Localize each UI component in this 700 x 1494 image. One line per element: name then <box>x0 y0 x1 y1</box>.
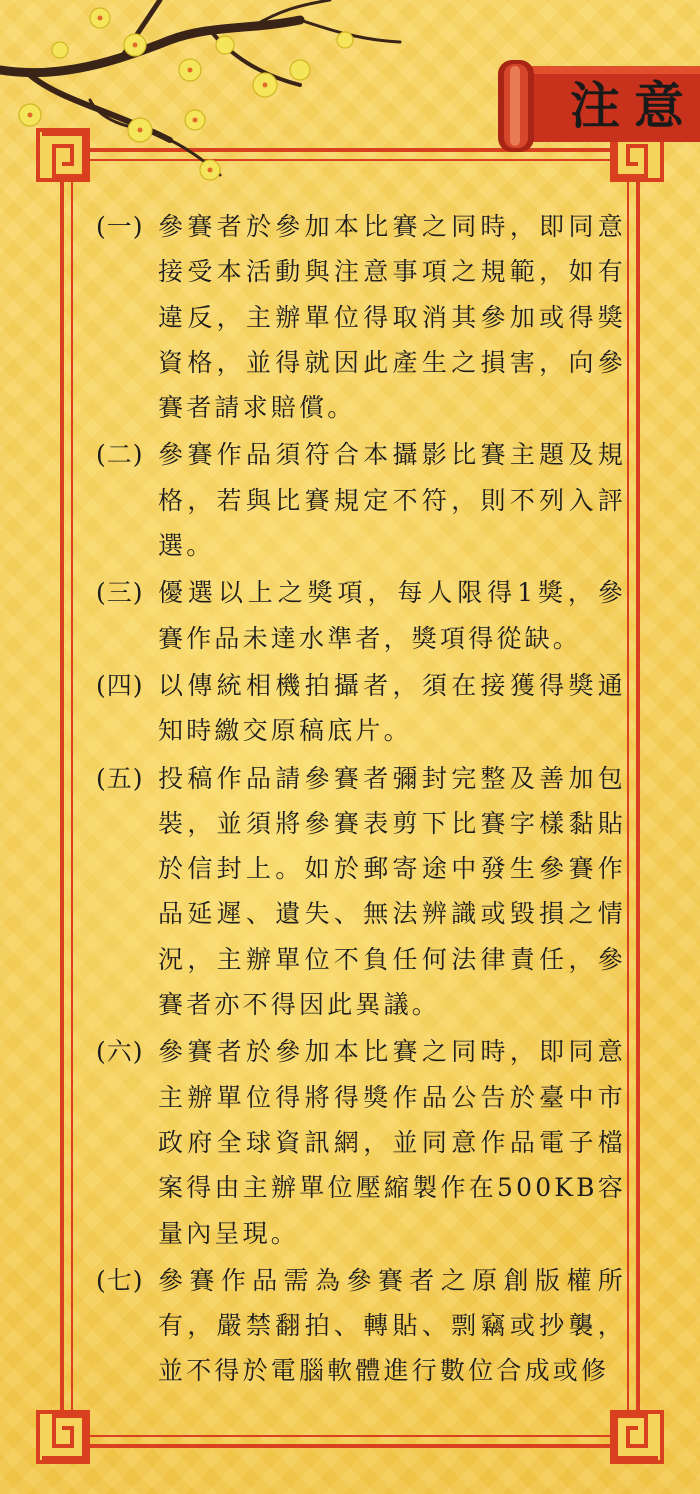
item-number: (七) <box>96 1265 144 1295</box>
item-number: (六) <box>96 1037 144 1067</box>
list-item <box>96 756 626 1028</box>
item-text: 參賽者於參加本比賽之同時，即同意接受本活動與注意事項之規範，如有違反，主辦單位得取消其參加或得獎資格，並得就因此產生之損害，向參賽者請求賠償。 <box>158 212 626 423</box>
item-number: (四) <box>96 670 144 700</box>
item-text: 參賽作品須符合本攝影比賽主題及規格，若與比賽規定不符，則不列入評選。 <box>158 440 626 561</box>
list-item <box>96 204 626 430</box>
list-item <box>96 432 626 568</box>
plum-blossom-branch-icon <box>0 0 420 200</box>
item-number: (三) <box>96 578 144 608</box>
list-item <box>96 663 626 754</box>
item-text: 優選以上之獎項，每人限得1獎，參賽作品未達水準者，獎項得從缺。 <box>158 578 626 653</box>
item-number: (二) <box>96 440 144 470</box>
list-item <box>96 570 626 661</box>
item-number: (五) <box>96 763 144 793</box>
item-text: 參賽作品需為參賽者之原創版權所有，嚴禁翻拍、轉貼、剽竊或抄襲，並不得於電腦軟體進行數位合成或修 <box>158 1265 626 1386</box>
list-item <box>96 1258 626 1394</box>
notice-list <box>96 204 626 1396</box>
item-text: 參賽者於參加本比賽之同時，即同意主辦單位得將得獎作品公告於臺中市政府全球資訊網，並同意作品電子檔案得由主辦單位壓縮製作在500KB容量內呈現。 <box>158 1037 626 1248</box>
item-text: 以傳統相機拍攝者，須在接獲得獎通知時繳交原稿底片。 <box>158 670 626 746</box>
item-text: 投稿作品請參賽者彌封完整及善加包裝，並須將參賽表剪下比賽字樣黏貼於信封上。如於郵寄途中發生參賽作品延遲、遺失、無法辨識或毀損之情況，主辦單位不負任何法律責任，參賽者亦不得因此異議。 <box>158 763 626 1020</box>
page-title: 注意 <box>570 76 698 135</box>
item-number: (一) <box>96 212 144 241</box>
list-item <box>96 1029 626 1255</box>
